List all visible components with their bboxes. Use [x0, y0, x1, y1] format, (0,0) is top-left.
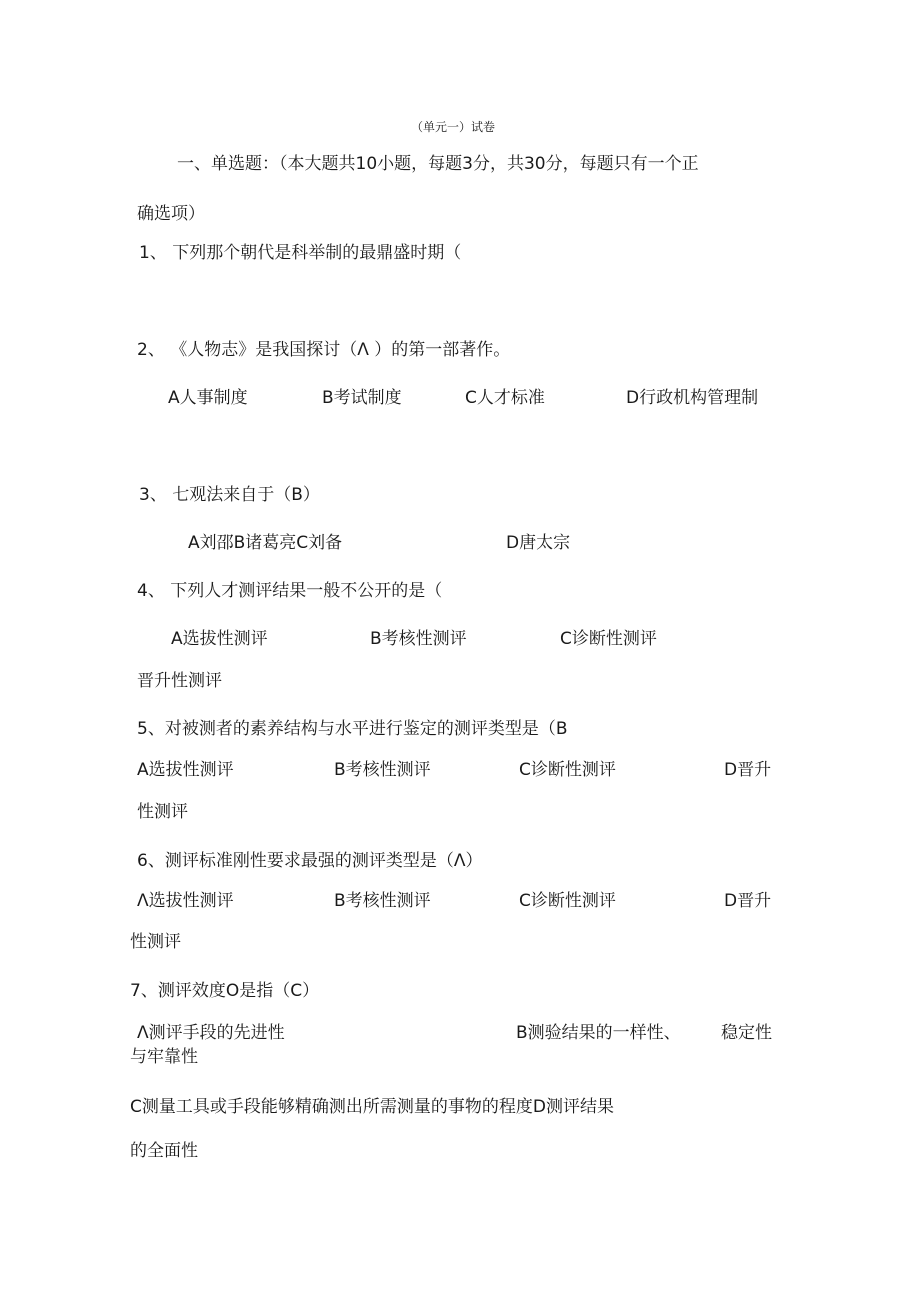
question-1: 1、 下列那个朝代是科举制的最鼎盛时期（ [139, 243, 462, 263]
q3-option-d: D唐太宗 [506, 533, 571, 553]
q5-option-d: D晋升 [724, 760, 772, 780]
q4-option-b: B考核性测评 [370, 629, 467, 649]
q7-option-b-continuation: 与牢靠性 [130, 1047, 198, 1067]
q4-option-d: 晋升性测评 [137, 671, 222, 691]
question-2: 2、 《人物志》是我国探讨（Λ ）的第一部著作。 [137, 340, 511, 360]
section-heading-line2: 确选项） [137, 204, 205, 224]
q7-option-b-part2: 稳定性 [721, 1023, 772, 1043]
q5-option-c: C诊断性测评 [519, 760, 616, 780]
q6-option-c: C诊断性测评 [519, 891, 616, 911]
question-3: 3、 七观法来自于（B） [139, 485, 320, 505]
question-6: 6、测评标准刚性要求最强的测评类型是（Λ） [137, 851, 483, 871]
q5-option-d-continuation: 性测评 [137, 802, 188, 822]
q4-option-a: A选拔性测评 [171, 629, 268, 649]
q7-option-a: Λ测评手段的先进性 [137, 1023, 285, 1043]
q2-option-d: D行政机构管理制 [626, 388, 759, 408]
q2-option-a: A人事制度 [168, 388, 248, 408]
section-heading-line1: 一、单选题：（本大题共10小题，每题3分，共30分，每题只有一个正 [177, 154, 699, 174]
question-7: 7、测评效度O是指（C） [130, 981, 320, 1001]
q3-option-abc: A刘邵B诸葛亮C刘备 [188, 533, 343, 553]
q6-option-d: D晋升 [724, 891, 772, 911]
q5-option-a: A选拔性测评 [137, 760, 234, 780]
q7-option-b: B测验结果的一样性、 [516, 1023, 681, 1043]
q5-option-b: B考核性测评 [334, 760, 431, 780]
question-5: 5、对被测者的素养结构与水平进行鉴定的测评类型是（B [137, 719, 568, 739]
q6-option-a: Λ选拔性测评 [137, 891, 234, 911]
q4-option-c: C诊断性测评 [560, 629, 657, 649]
q6-option-b: B考核性测评 [334, 891, 431, 911]
q2-option-b: B考试制度 [322, 388, 402, 408]
q7-option-d-continuation: 的全面性 [130, 1141, 198, 1161]
q2-option-c: C人才标准 [465, 388, 545, 408]
question-4: 4、 下列人才测评结果一般不公开的是（ [137, 581, 443, 601]
exam-title: （单元一）试卷 [411, 120, 496, 134]
q6-option-d-continuation: 性测评 [130, 932, 181, 952]
q7-option-c-d: C测量工具或手段能够精确测出所需测量的事物的程度D测评结果 [130, 1097, 614, 1117]
